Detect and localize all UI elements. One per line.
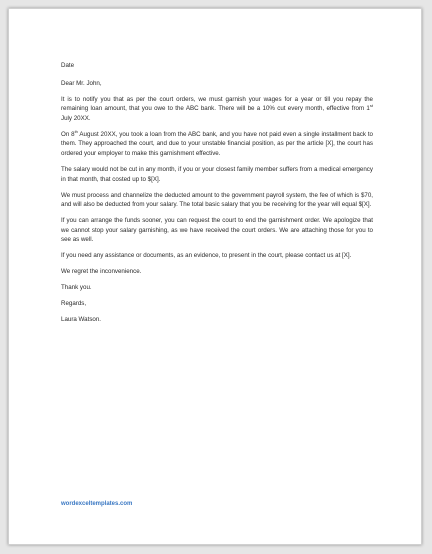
signature: Laura Watson. — [61, 316, 102, 324]
letter-body — [61, 61, 373, 331]
paragraph-3: The salary would not be cut in any month, if you or your closest family member suffers from a medical emergency in that month, that costed up to $[X]. — [61, 165, 373, 183]
paragraph-5: If you can arrange the funds sooner, you can request the court to end the garnishment order. We apologize that we cannot stop your salary garnishing, as we have received the court orders. We are attaching those for you to see as well. — [61, 217, 373, 244]
paragraph-6: If you need any assistance or documents, as an evidence, to present in the court, please contact us at [X]. — [61, 252, 352, 260]
paragraph-7: We regret the inconvenience. — [61, 268, 142, 276]
salutation: Dear Mr. John, — [61, 79, 102, 87]
date-line: Date — [61, 62, 75, 69]
closing-line: Regards, — [61, 300, 87, 308]
paragraph-1: It is to notify you that as per the court orders, we must garnish your wages for a year or till you repay the remaining loan amount, that you owe to the ABC bank. There will be a 10% cut every month, effective from 1st July 20XX. — [61, 95, 373, 122]
letter-page — [8, 8, 422, 545]
paragraph-4: We must process and channelize the deducted amount to the government payroll system, the fee of which is $70, and will also be deducted from your salary. The total basic salary that you be receiving for the year will equal $[X]. — [61, 191, 373, 209]
thanks-line: Thank you. — [61, 284, 92, 292]
website-link[interactable]: wordexceltemplates.com — [61, 501, 133, 507]
paragraph-2: On 8th August 20XX, you took a loan from the ABC bank, and you have not paid even a single installment back to them. They approached the court, and due to your unstable financial position, as per the article [X], the court has ordered your employer to make this garnishment effective. — [61, 128, 373, 157]
